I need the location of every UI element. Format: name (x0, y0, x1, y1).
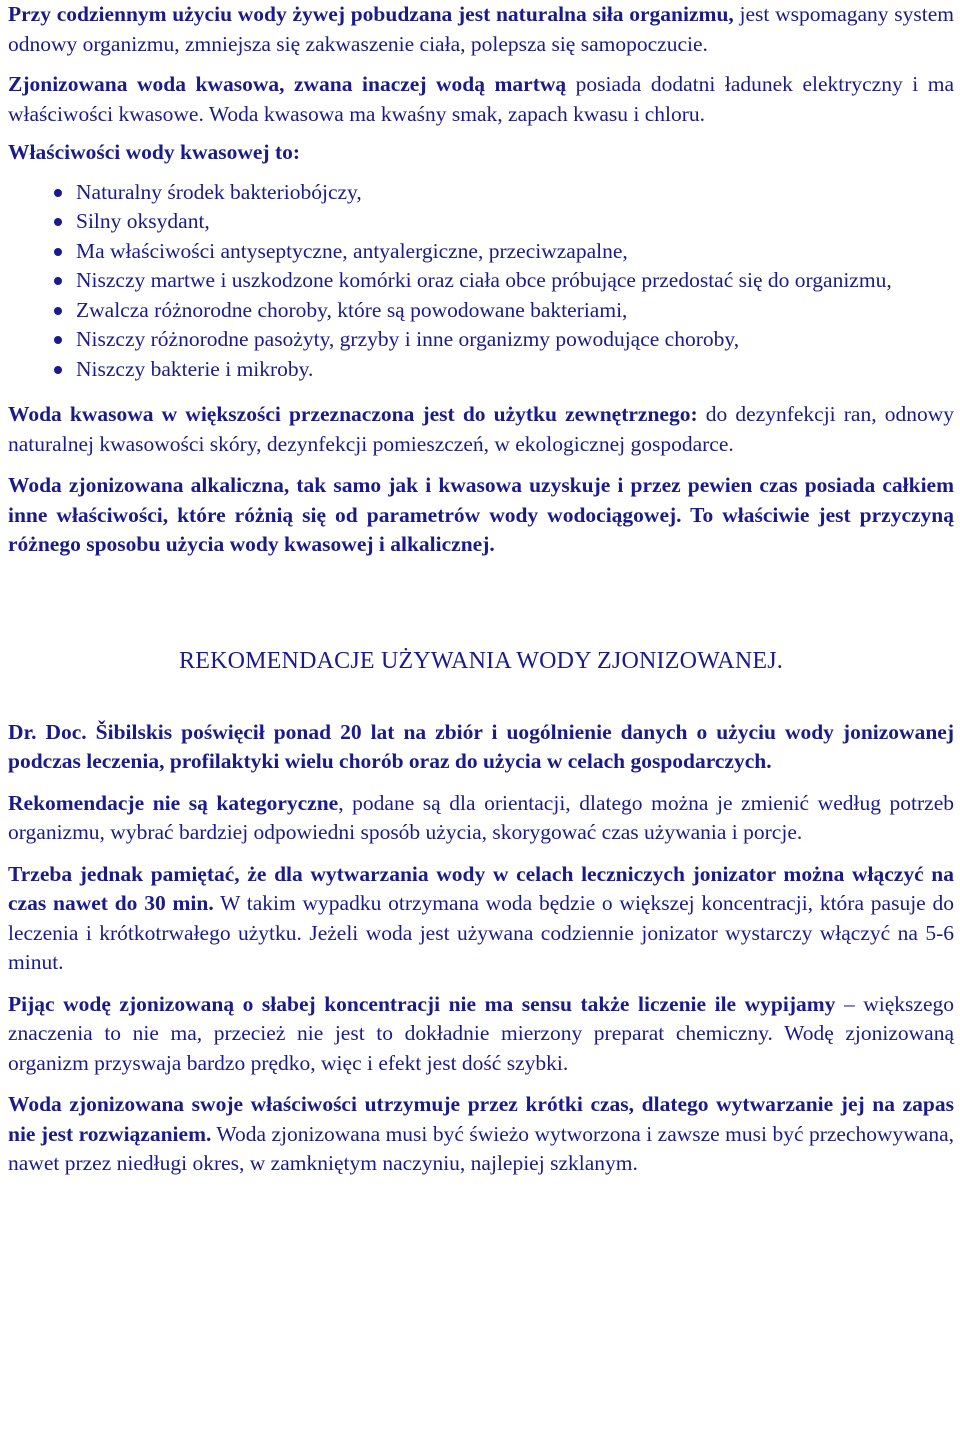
intro-paragraph (8, 0, 954, 59)
doctor-paragraph (8, 718, 954, 777)
not-categorical-paragraph (8, 789, 954, 848)
list-item: Zwalcza różnorodne choroby, które są powodowane bakteriami, (76, 296, 954, 326)
acid-water-paragraph (8, 70, 954, 129)
storage-paragraph (8, 1090, 954, 1179)
remember-normal: W takim wypadku otrzymana woda będzie o większej koncentracji, która pasuje do leczenia i krótkotrwałego użytku. Jeżeli woda jest używana codziennie jonizator wystarczy włączyć na 5-6 minut. (8, 891, 955, 974)
alkaline-paragraph (8, 471, 954, 560)
list-item: Ma właściwości antyseptyczne, antyalergiczne, przeciwzapalne, (76, 237, 954, 267)
alkaline-bold: Woda zjonizowana alkaliczna, tak samo jak i kwasowa uzyskuje i przez pewien czas posiada całkiem inne właściwości, które różnią się od parametrów wody wodociągowej. To właściwie jest przyczyną różnego sposobu użycia wody kwasowej i alkalicznej. (8, 473, 954, 556)
not-categorical-normal: , podane są dla orientacji, dlatego można je zmienić według potrzeb organizmu, wybrać bardziej odpowiedni sposób użycia, skorygować czas używania i porcje. (8, 790, 954, 844)
remember-bold: Trzeba jednak pamiętać, że dla wytwarzania wody w celach leczniczych jonizator można włączyć na czas nawet do 30 min. (8, 861, 954, 915)
storage-bold: Woda zjonizowana swoje właściwości utrzymuje przez krótki czas, dlatego wytwarzanie jej na zapas nie jest rozwiązaniem. (8, 1092, 954, 1146)
acid-water-bold: Zjonizowana woda kwasowa, zwana inaczej wodą martwą (8, 72, 567, 96)
doctor-bold: Dr. Doc. Šibilskis poświęcił ponad 20 lat na zbiór i uogólnienie danych o użyciu wody jonizowanej podczas leczenia, profilaktyki wielu chorób oraz do użycia w celach gospodarczych. (8, 719, 954, 773)
external-use-bold: Woda kwasowa w większości przeznaczona jest do użytku zewnętrznego: (8, 402, 698, 426)
remember-paragraph (8, 860, 954, 978)
external-use-paragraph (8, 400, 954, 459)
not-categorical-bold: Rekomendacje nie są kategoryczne (8, 790, 339, 815)
intro-normal: jest wspomagany system odnowy organizmu, zmniejsza się zakwaszenie ciała, polepsza się samopoczucie. (8, 2, 954, 56)
drinking-paragraph (8, 990, 954, 1079)
storage-normal: Woda zjonizowana musi być świeżo wytworzona i zawsze musi być przechowywana, nawet przez niedługi okres, w zamkniętym naczyniu, najlepiej szklanym. (8, 1121, 954, 1175)
properties-list (8, 178, 954, 385)
recommendations-heading: REKOMENDACJE UŻYWANIA WODY ZJONIZOWANEJ. (179, 647, 783, 674)
properties-heading: Właściwości wody kwasowej to: (8, 140, 301, 164)
list-item: Silny oksydant, (76, 207, 954, 237)
list-item: Niszczy bakterie i mikroby. (76, 355, 954, 385)
drinking-bold: Pijąc wodę zjonizowaną o słabej koncentracji nie ma sensu także liczenie ile wypijamy (8, 991, 836, 1016)
drinking-normal: – większego znaczenia to nie ma, przecież nie jest to dokładnie mierzony preparat chemiczny. Wodę zjonizowaną organizm przyswaja bardzo prędko, więc i efekt jest dość szybki. (8, 991, 954, 1075)
acid-water-normal: posiada dodatni ładunek elektryczny i ma właściwości kwasowe. Woda kwasowa ma kwaśny smak, zapach kwasu i chloru. (8, 72, 954, 126)
list-item: Naturalny środek bakteriobójczy, (76, 178, 954, 208)
list-item: Niszczy martwe i uszkodzone komórki oraz ciała obce próbujące przedostać się do organizmu, (76, 266, 954, 296)
intro-bold: Przy codziennym użyciu wody żywej pobudzana jest naturalna siła organizmu, (8, 2, 734, 26)
list-item: Niszczy różnorodne pasożyty, grzyby i inne organizmy powodujące choroby, (76, 325, 954, 355)
external-use-normal: do dezynfekcji ran, odnowy naturalnej kwasowości skóry, dezynfekcji pomieszczeń, w ekologicznej gospodarce. (8, 402, 955, 456)
